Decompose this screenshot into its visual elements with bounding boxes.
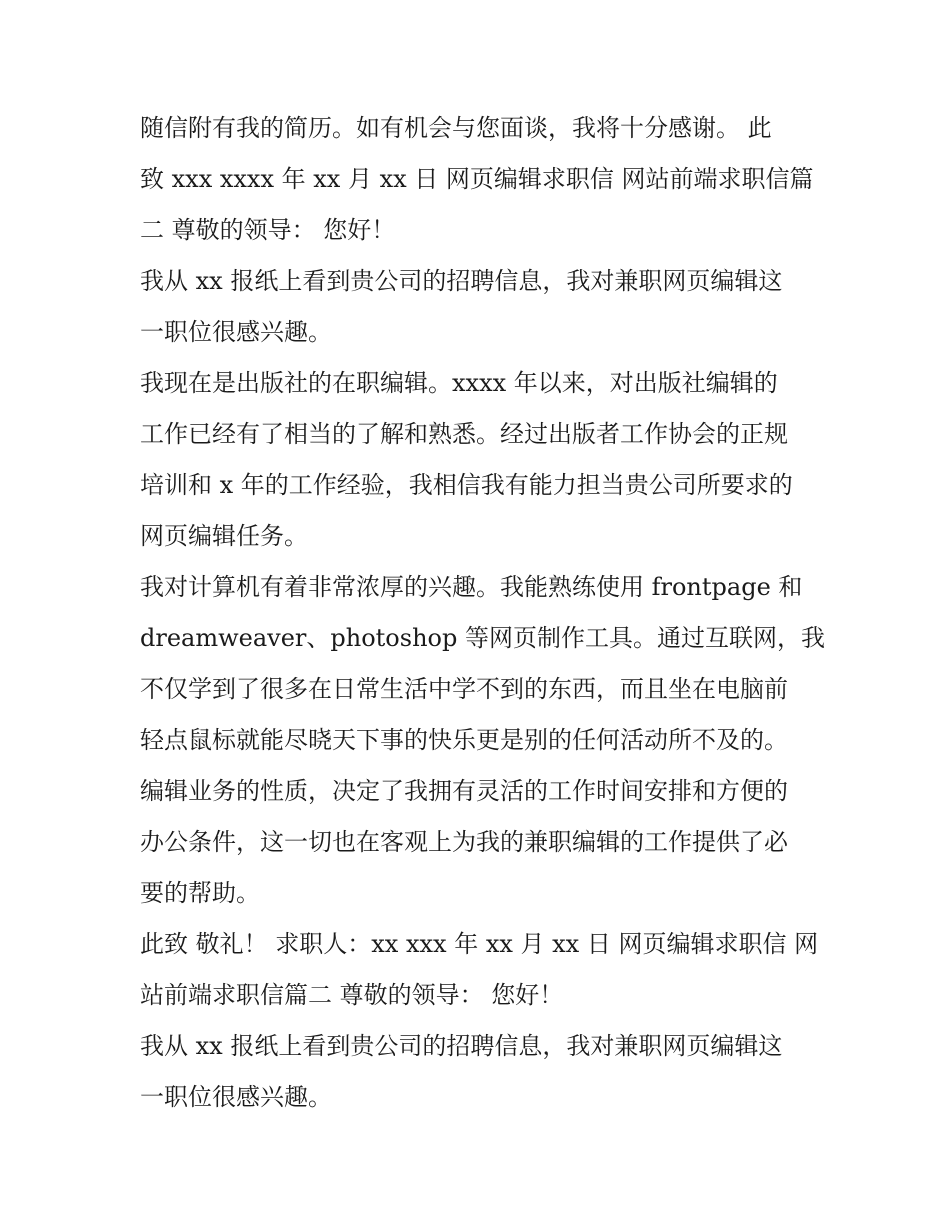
text-line: 此致 敬礼！ 求职人：xx xxx 年 xx 月 xx 日 网页编辑求职信 网 xyxy=(140,930,819,958)
text-line: 工作已经有了相当的了解和熟悉。经过出版者工作协会的正规 xyxy=(140,420,788,448)
text-line: 我现在是出版社的在职编辑。xxxx 年以来，对出版社编辑的 xyxy=(140,369,778,397)
text-line: 站前端求职信篇二 尊敬的领导： 您好！ xyxy=(140,981,564,1009)
text-line: 一职位很感兴趣。 xyxy=(140,318,332,346)
text-line: 培训和 x 年的工作经验，我相信我有能力担当贵公司所要求的 xyxy=(140,471,793,499)
text-line: 要的帮助。 xyxy=(140,879,260,907)
text-line: 我从 xx 报纸上看到贵公司的招聘信息，我对兼职网页编辑这 xyxy=(140,1032,783,1060)
text-line: 网页编辑任务。 xyxy=(140,522,308,550)
text-line: 我对计算机有着非常浓厚的兴趣。我能熟练使用 frontpage 和 xyxy=(140,573,803,601)
text-line: 编辑业务的性质，决定了我拥有灵活的工作时间安排和方便的 xyxy=(140,777,788,805)
text-line: 办公条件，这一切也在客观上为我的兼职编辑的工作提供了必 xyxy=(140,828,788,856)
text-line: 一职位很感兴趣。 xyxy=(140,1083,332,1111)
text-line: 随信附有我的简历。如有机会与您面谈，我将十分感谢。 此 xyxy=(140,114,772,142)
text-line: 二 尊敬的领导： 您好！ xyxy=(140,216,396,244)
text-line: 我从 xx 报纸上看到贵公司的招聘信息，我对兼职网页编辑这 xyxy=(140,267,783,295)
text-line: 致 xxx xxxx 年 xx 月 xx 日 网页编辑求职信 网站前端求职信篇 xyxy=(140,165,814,193)
text-line: 不仅学到了很多在日常生活中学不到的东西，而且坐在电脑前 xyxy=(140,675,788,703)
document-body xyxy=(140,103,825,1123)
text-line: 轻点鼠标就能尽晓天下事的快乐更是别的任何活动所不及的。 xyxy=(140,726,788,754)
text-line: dreamweaver、photoshop 等网页制作工具。通过互联网，我 xyxy=(140,624,825,652)
